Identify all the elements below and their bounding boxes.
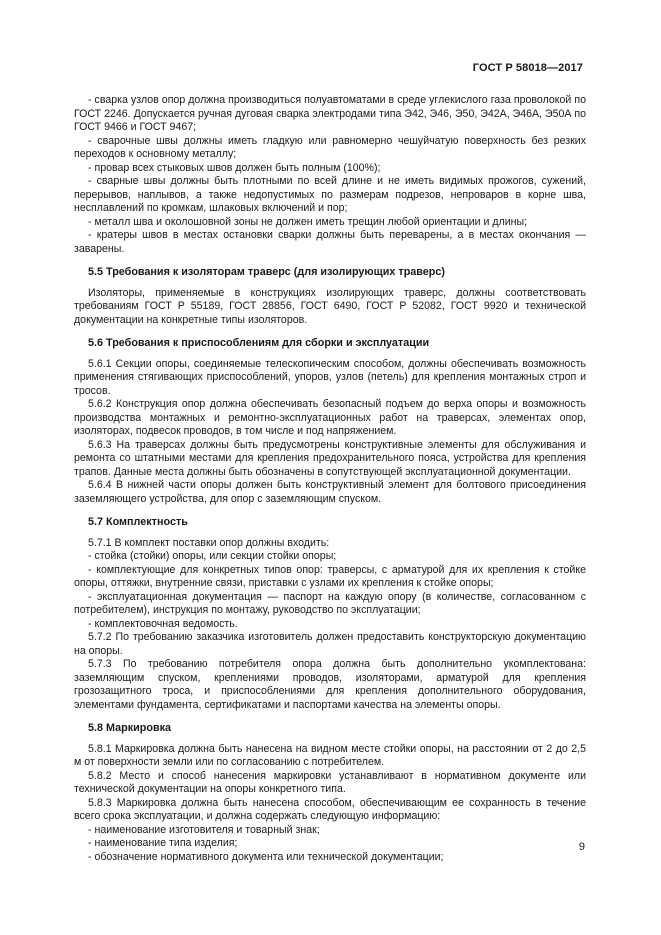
section-5-5 [74, 266, 586, 327]
section-heading: 5.6 Требования к приспособлениям для сборки и эксплуатации [88, 337, 430, 349]
list-item: - металл шва и околошовной зоны не должен иметь трещин любой ориентации и длины; [88, 215, 528, 228]
list-item: - комплектовочная ведомость. [88, 617, 238, 630]
welding-requirements-list [74, 94, 586, 256]
paragraph: 5.6.4 В нижней части опоры должен быть конструктивный элемент для болтового присоединения заземляющего устройства, для опор с заземляющим спуском. [74, 479, 586, 505]
list-item: - наименование типа изделия; [88, 837, 238, 849]
section-5-8 [74, 722, 586, 864]
section-5-6 [74, 337, 586, 506]
list-item: - комплектующие для конкретных типов опор: траверсы, с арматурой для их крепления к стойке опоры, оттяжки, внутренние связи, приставки с узлами их крепления к стойке опоры; [74, 563, 586, 589]
list-item: - сварочные швы должны иметь гладкую или равномерно чешуйчатую поверхность без резких переходов к основному металлу; [74, 134, 586, 160]
section-heading: 5.5 Требования к изоляторам траверс (для изолирующих траверс) [88, 266, 445, 278]
paragraph: 5.8.1 Маркировка должна быть нанесена на видном месте стойки опоры, на расстоянии от 2 до 2,5 м от поверхности земли или по согласованию с потребителем. [74, 742, 586, 768]
paragraph: 5.7.3 По требованию потребителя опора должна быть дополнительно укомплектована: заземляющим спуском, креплениями проводов, изоляторами, арматурой для крепления грозозащитного троса, и приспособлениями для крепления дополнительного оборудования, элементами фундамента, сертификатами и паспортами качества на элементы опоры. [74, 658, 586, 711]
section-heading: 5.8 Маркировка [88, 722, 172, 734]
section-5-7 [74, 516, 586, 712]
section-heading: 5.7 Комплектность [88, 516, 188, 528]
list-item: - стойка (стойки) опоры, или секции стойки опоры; [88, 550, 337, 562]
list-item: - сварные швы должны быть плотными по всей длине и не иметь видимых прожогов, сужений, перерывов, наплывов, а также недопустимых по размерам подрезов, непроваров в корне шва, несплавлений по кромкам, шлаковых включений и пор; [74, 175, 586, 214]
list-item: - обозначение нормативного документа или технической документации; [88, 850, 444, 863]
list-item: - наименование изготовителя и товарный знак; [88, 823, 320, 836]
paragraph: 5.6.2 Конструкция опор должна обеспечивать безопасный подъем до верха опоры и возможность производства монтажных и ремонтно-эксплуатационных работ на траверсах, элементах опор, изоляторах, подвесок проводов, в том числе и под напряжением. [74, 398, 586, 437]
paragraph: 5.8.2 Место и способ нанесения маркировки устанавливают в нормативном документе или технической документации на опоры конкретного типа. [74, 769, 586, 795]
paragraph: 5.6.1 Секции опоры, соединяемые телескопическим способом, должны обеспечивать возможность применения стягивающих приспособлений, упоров, узлов (петель) для крепления монтажных строп и тросов. [74, 357, 586, 397]
document-code: ГОСТ Р 58018—2017 [472, 62, 583, 74]
list-item: - сварка узлов опор должна производиться полуавтоматами в среде углекислого газа проволокой по ГОСТ 2246. Допускается ручная дуговая сварка электродами типа Э42, Э46, Э50, Э42А, Э46А, Э50А по ГОСТ 9466 и ГОСТ 9467; [74, 94, 586, 133]
paragraph: 5.7.2 По требованию заказчика изготовитель должен предоставить конструкторскую документацию на опоры. [74, 631, 586, 657]
list-item: - эксплуатационная документация — паспорт на каждую опору (в количестве, согласованном с потребителем), инструкция по монтажу, руководство по эксплуатации; [74, 590, 586, 616]
list-item: - провар всех стыковых швов должен быть полным (100%); [88, 161, 381, 174]
paragraph: 5.7.1 В комплект поставки опор должны входить: [88, 536, 330, 549]
page-number: 9 [578, 840, 585, 853]
list-item: - кратеры швов в местах остановки сварки должны быть переварены, а в местах окончания — заварены. [74, 229, 586, 255]
document-body [74, 94, 586, 864]
paragraph: 5.6.3 На траверсах должны быть предусмотрены конструктивные элементы для обслуживания и ремонта со штатными местами для крепления предохранительного пояса, устройства для крепления трапов. Данные места должны быть обозначены в сопутствующей эксплуатационной документации. [74, 438, 586, 478]
paragraph: 5.8.3 Маркировка должна быть нанесена способом, обеспечивающим ее сохранность в течение всего срока эксплуатации, и должна содержать следующую информацию: [74, 796, 586, 822]
paragraph: Изоляторы, применяемые в конструкциях изолирующих траверс, должны соответствовать требованиям ГОСТ Р 55189, ГОСТ 28856, ГОСТ 6490, ГОСТ Р 52082, ГОСТ 9920 и технической документации на конкретные типы изоляторов. [74, 286, 586, 326]
